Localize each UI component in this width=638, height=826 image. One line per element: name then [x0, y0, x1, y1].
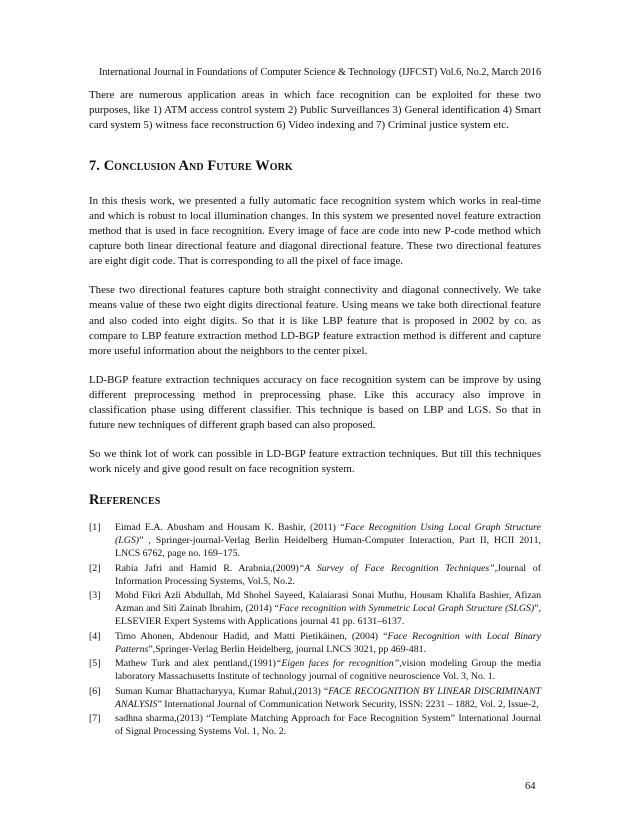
reference-number: [2]	[89, 562, 101, 574]
reference-number: [3]	[89, 590, 101, 602]
reference-authors: Mohd Fikri Azli Abdullah, Md Shohel Sayeed, Kalaiarasi Sonai Muthu, Housam Khalifa Bashier, Afizan Azman and Siti Zainab Ibrahim, (2014) “	[115, 590, 541, 615]
conclusion-paragraph: LD-BGP feature extraction techniques accuracy on face recognition system can be improve by using different preprocessing method in preprocessing phase. Like this accuracy also improve in classification phase using different classifier. This technique is based on LBP and LGS. So that in future new techniques of different graph based can also proposed.	[89, 373, 541, 432]
reference-authors: Rabia Jafri and Hamid R. Arabnia,(2009)	[115, 562, 299, 574]
reference-title: “Eigen faces for recognition”	[275, 658, 400, 670]
reference-authors: sadhna sharma,(2013) “Template Matching Approach for Face Recognition System” International Journal of Signal Processing Systems Vol. 1, No. 2.	[115, 713, 541, 738]
reference-item	[89, 713, 541, 739]
reference-item	[89, 563, 541, 589]
journal-header: International Journal in Foundations of Computer Science & Technology (IJFCST) Vol.6, No.2, March 2016	[98, 67, 542, 78]
reference-source: ”,Springer-Verlag Berlin Heidelberg, journal LNCS 3021, pp 469-481.	[148, 643, 427, 655]
reference-title: Face recognition with Symmetric Local Graph Structure (SLGS)	[278, 603, 535, 615]
page-content	[89, 88, 541, 741]
reference-source: ,Journal of Information Processing Systems, Vol.5, No.2.	[115, 562, 542, 587]
reference-source: ” , Springer-journal-Verlag Berlin Heidelberg Human-Computer Interaction, Part II, HCII 2011, LNCS 6762, page no. 169–175.	[115, 535, 541, 560]
reference-item	[89, 631, 541, 657]
reference-number: [4]	[89, 630, 101, 642]
reference-authors: Mathew Turk and alex pentland,(1991)	[115, 658, 276, 670]
intro-paragraph: There are numerous application areas in which face recognition can be exploited for these two purposes, like 1) ATM access control system 2) Public Surveillances 3) General identification 4) Smart card system 5) witness face reconstruction 6) Video indexing and 7) Criminal justice system etc.	[89, 89, 541, 132]
conclusion-paragraph: In this thesis work, we presented a fully automatic face recognition system which works in real-time and which is robust to local illumination changes. In this system we presented novel feature extraction method that is used in face recognition. Every image of face are code into new P-code method which capture both linear directional feature and diagonal directional feature. These two directional features are eight digit code. That is corresponding to all the pixel of face image.	[89, 194, 541, 268]
reference-number: [7]	[89, 713, 101, 725]
reference-source: ” International Journal of Communication Network Security, ISSN: 2231 – 1882, Vol. 2, Issue-2,	[157, 698, 539, 710]
references-heading: References	[89, 492, 161, 509]
reference-item	[89, 590, 541, 629]
reference-number: [6]	[89, 685, 101, 697]
references-list	[89, 522, 541, 739]
conclusion-paragraph: So we think lot of work can possible in LD-BGP feature extraction techniques. But till this techniques work nicely and give good result on face recognition system.	[89, 447, 541, 476]
reference-item	[89, 522, 541, 561]
reference-authors: Timo Ahonen, Abdenour Hadid, and Matti Pietikäinen, (2004) “	[115, 630, 388, 642]
reference-number: [5]	[89, 658, 101, 670]
reference-item	[89, 658, 541, 684]
reference-title: Face Recognition with Local Binary Patterns	[115, 630, 541, 655]
reference-source: ”, ELSEVIER Expert Systems with Applications journal 41 pp. 6131–6137.	[115, 603, 541, 628]
section-heading: 7. Conclusion And Future Work	[89, 157, 293, 174]
reference-title: FACE RECOGNITION BY LINEAR DISCRIMINANT ANALYSIS	[115, 685, 541, 710]
reference-item	[89, 686, 541, 712]
page-number: 64	[525, 781, 536, 792]
reference-source: ,vision modeling Group the media laboratory Massachusetts Institute of technology journal of cognitive neuroscience Vol. 3, No. 1.	[115, 658, 541, 683]
reference-authors: Suman Kumar Bhattacharyya, Kumar Rahul,(2013) “	[115, 685, 329, 697]
conclusion-paragraph: These two directional features capture both straight connectivity and diagonal connectively. We take means value of these two eight digits directional feature. Using means we take both directional feature and also coded into eight digits. So that it is like LBP feature that is proposed in 2002 by co. as compare to LBP feature extraction method LD-BGP feature extraction method is different and capture more useful information about the neighbors to the center pixel.	[89, 284, 541, 357]
reference-authors: Eimad E.A. Abusham and Housam K. Bashir, (2011) “	[115, 522, 345, 534]
reference-title: Face Recognition Using Local Graph Structure (LGS)	[115, 522, 541, 547]
reference-title: “A Survey of Face Recognition Techniques”	[298, 562, 495, 574]
reference-number: [1]	[89, 522, 101, 534]
